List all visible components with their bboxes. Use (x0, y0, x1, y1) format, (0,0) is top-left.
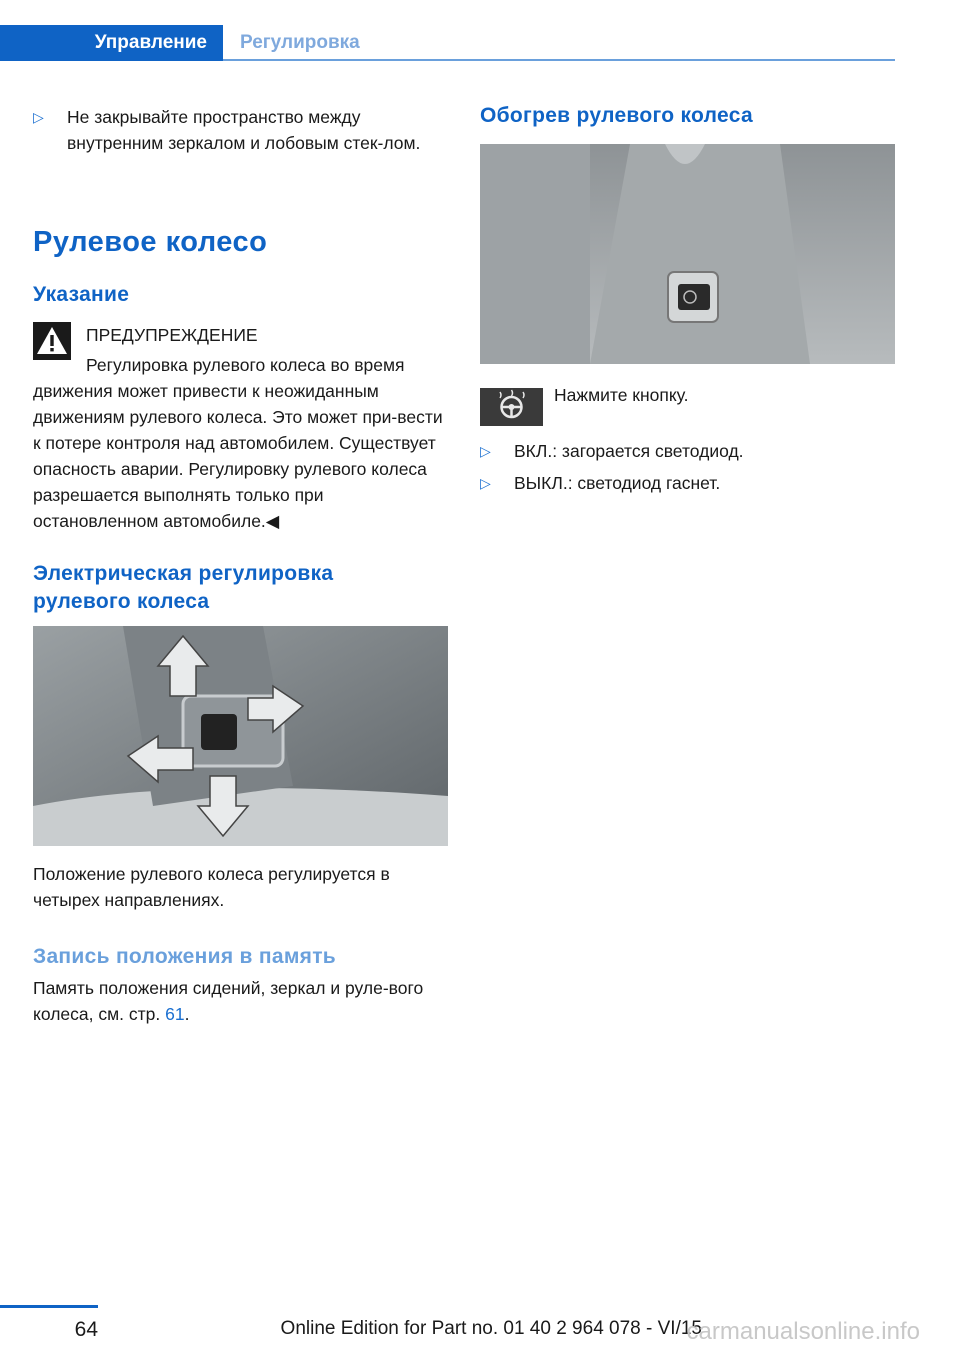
subsection-title-electric: Электрическая регулировка рулевого колеса (33, 562, 334, 613)
warning-text: движения может привести к неожиданным движениям рулевого колеса. Это может при-вести к потере контроля над автомобилем. Существует опасность аварии. Регулировку рулевого колеса разрешается выполнять только при остановленном автомобиле.◀ (33, 381, 443, 531)
warning-text-first-line: Регулировка рулевого колеса во время (86, 355, 405, 375)
edition-text: Online Edition for Part no. 01 40 2 964 078 - VI/15 (280, 1318, 702, 1339)
subsection-title-note: Указание (33, 283, 130, 306)
steering-adjust-photo (33, 626, 448, 846)
footer-rule (0, 1305, 98, 1308)
memory-page-link[interactable]: 61 (165, 1004, 185, 1024)
memory-text-end: . (184, 1004, 190, 1024)
bullet-item-off (480, 470, 929, 496)
header-rule (223, 59, 895, 61)
page-header (0, 25, 895, 61)
bullet-text: Не закрывайте пространство между внутренним зеркалом и лобовым стек-лом. (67, 107, 421, 153)
bullet-item-on (480, 438, 929, 464)
memory-text-body: Память положения сидений, зеркал и руле-вого колеса, см. стр. (33, 978, 424, 1024)
electric-text: Положение рулевого колеса регулируется в четырех направлениях. (33, 864, 390, 910)
press-button-text: Нажмите кнопку. (554, 385, 689, 405)
warning-triangle-icon (33, 322, 71, 360)
header-tab-active: Управление (0, 25, 223, 61)
subsection-title-memory: Запись положения в память (33, 945, 337, 968)
watermark: carmanualsonline.info (686, 1318, 920, 1345)
warning-block (33, 322, 448, 532)
bullet-text-off: ВЫКЛ.: светодиод гаснет. (514, 473, 721, 493)
memory-text (33, 975, 448, 1027)
steering-heat-icon (480, 388, 543, 426)
bullet-triangle-icon: ▷ (480, 475, 491, 491)
bullet-text-on: ВКЛ.: загорается светодиод. (514, 441, 744, 461)
bullet-triangle-icon: ▷ (480, 443, 491, 459)
bullet-item (33, 104, 447, 156)
subsection-title-heat: Обогрев рулевого колеса (480, 104, 753, 127)
warning-title: ПРЕДУПРЕЖДЕНИЕ (86, 325, 258, 345)
steering-heat-photo (480, 144, 895, 364)
header-tab-inactive: Регулировка (240, 32, 360, 53)
bullet-triangle-icon: ▷ (33, 109, 44, 125)
section-title: Рулевое колесо (33, 226, 268, 258)
page-number: 64 (74, 1318, 98, 1341)
